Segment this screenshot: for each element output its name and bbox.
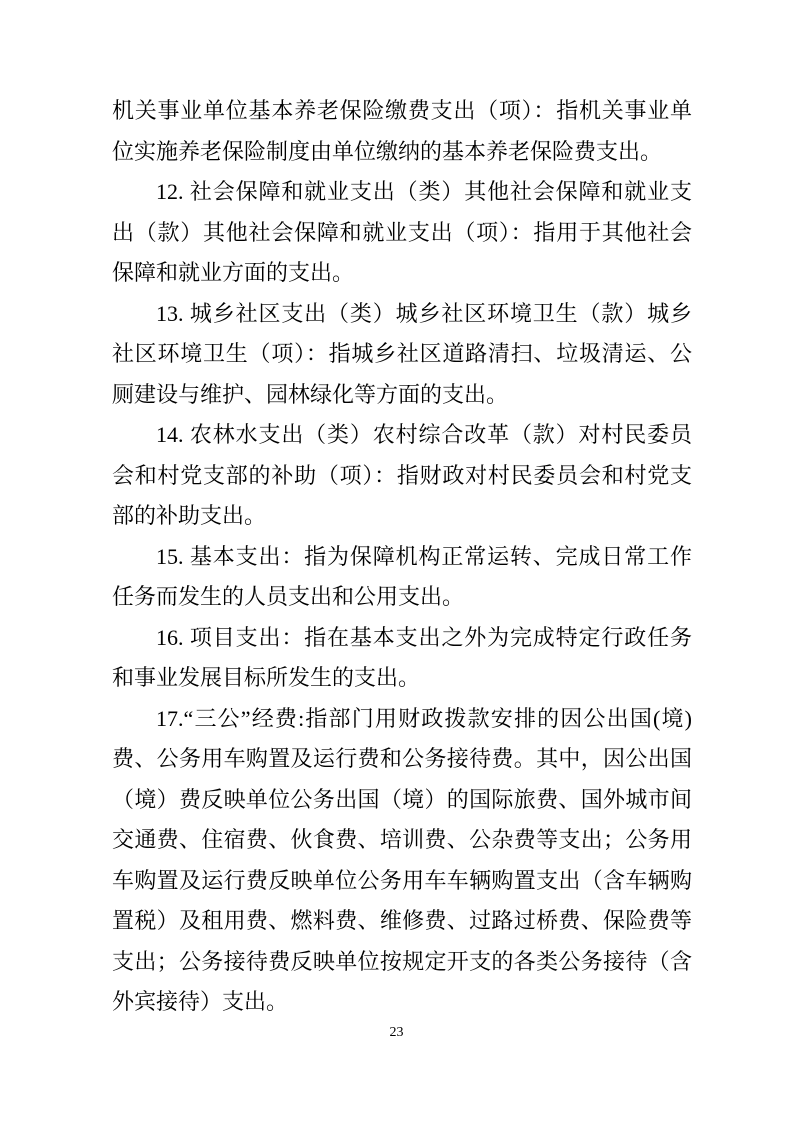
paragraph-pension-contribution: 机关事业单位基本养老保险缴费支出（项）：指机关事业单位实施养老保险制度由单位缴纳的基本养老保险费支出。 xyxy=(112,98,692,164)
paragraph-item-17-three-public-funds: 17.“三公”经费:指部门用财政拨款安排的因公出国(境)费、公务用车购置及运行费和公务接待费。其中，因公出国（境）费反映单位公务出国（境）的国际旅费、国外城市间交通费、住宿费、伙食费、培训费、公杂费等支出；公务用车购置及运行费反映单位公务用车车辆购置支出（含车辆购置税）及租用费、燃料费、维修费、过路过桥费、保险费等支出；公务接待费反映单位按规定开支的各类公务接待（含外宾接待）支出。 xyxy=(112,705,692,1014)
page-number: 23 xyxy=(389,1025,404,1040)
paragraph-item-16-project-expenditure: 16. 项目支出：指在基本支出之外为完成特定行政任务和事业发展目标所发生的支出。 xyxy=(112,624,692,690)
paragraph-item-14-agriculture-forestry-water: 14. 农林水支出（类）农村综合改革（款）对村民委员会和村党支部的补助（项）：指财政对村民委员会和村党支部的补助支出。 xyxy=(112,422,692,528)
paragraph-item-12-social-security: 12. 社会保障和就业支出（类）其他社会保障和就业支出（款）其他社会保障和就业支出（项）：指用于其他社会保障和就业方面的支出。 xyxy=(112,179,692,285)
paragraph-item-15-basic-expenditure: 15. 基本支出：指为保障机构正常运转、完成日常工作任务而发生的人员支出和公用支出。 xyxy=(112,543,692,609)
document-body xyxy=(112,91,692,1023)
paragraph-item-13-urban-rural-community: 13. 城乡社区支出（类）城乡社区环境卫生（款）城乡社区环境卫生（项）：指城乡社区道路清扫、垃圾清运、公厕建设与维护、园林绿化等方面的支出。 xyxy=(112,300,692,407)
